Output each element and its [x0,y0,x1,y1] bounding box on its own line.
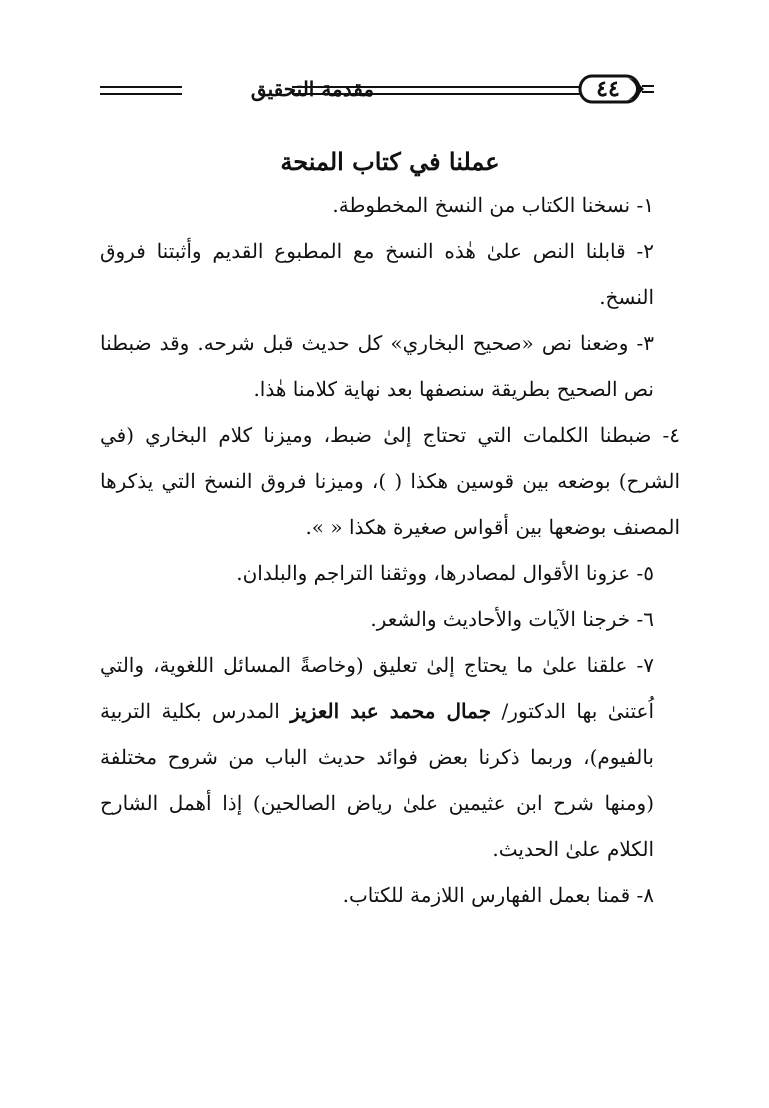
list-item-7-person-name: جمال محمد عبد العزيز [290,699,492,723]
page-number: ٤٤ [596,76,620,102]
list-item-7-text-after: المدرس بكلية التربية بالفيوم)، وربما ذكرنا بعض فوائد حديث الباب من شروح مختلفة (ومنها شرح ابن عثيمين علىٰ رياض الصالحين) إذا أهمل الشارح الكلام علىٰ الحديث. [100,699,654,861]
header-rule-left [100,86,182,95]
header-rule-middle [292,86,580,95]
list-item-1: ١- نسخنا الكتاب من النسخ المخطوطة. [332,193,654,217]
page-number-badge [578,74,654,104]
list-item-5: ٥- عزونا الأقوال لمصادرها، ووثقنا التراجم والبلدان. [236,561,654,585]
page-body [100,140,680,918]
list-item-8: ٨- قمنا بعمل الفهارس اللازمة للكتاب. [342,883,654,907]
list-item-3: ٣- وضعنا نص «صحيح البخاري» كل حديث قبل شرحه. وقد ضبطنا نص الصحيح بطريقة سنصفها بعد نهاية كلامنا هٰذا. [100,331,654,401]
header-title: مقدمة التحقيق [250,77,375,101]
list-item-7-text-before: ٧- علقنا علىٰ ما يحتاج إلىٰ تعليق (وخاصةً المسائل اللغوية، والتي اُعتنىٰ بها الدكتور/ [100,653,654,723]
list-item-2: ٢- قابلنا النص علىٰ هٰذه النسخ مع المطبوع القديم وأثبتنا فروق النسخ. [100,239,654,309]
list-item-4: ٤- ضبطنا الكلمات التي تحتاج إلىٰ ضبط، وميزنا كلام البخاري (في الشرح) بوضعه بين قوسين هكذا ( )، وميزنا فروق النسخ التي يذكرها المصنف بوضعها بين أقواس صغيرة هكذا « ». [100,423,680,539]
section-heading: عملنا في كتاب المنحة [280,147,500,176]
list-item-7 [100,642,680,872]
list-item-6: ٦- خرجنا الآيات والأحاديث والشعر. [370,607,654,631]
page-header [100,72,680,108]
